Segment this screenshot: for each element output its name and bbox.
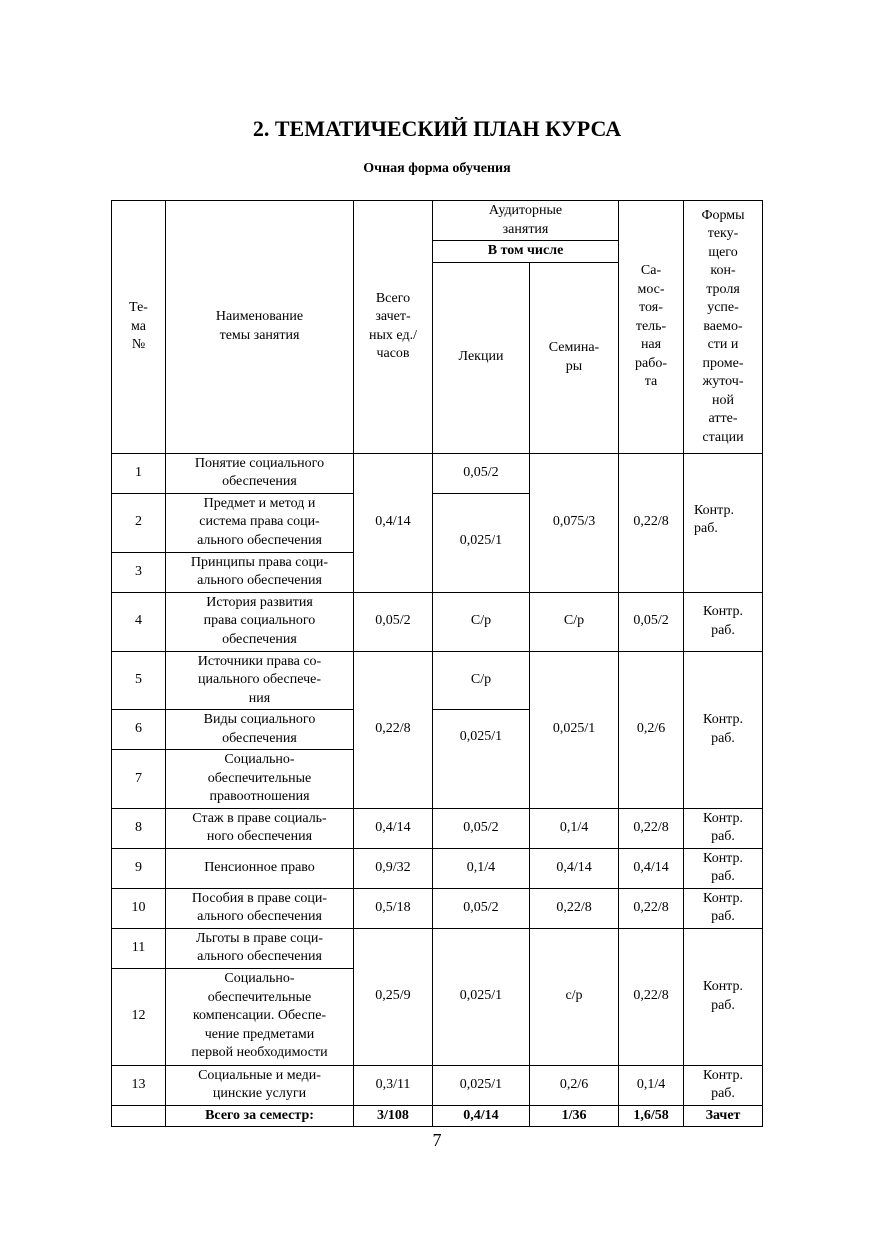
cell-samostoyatelnaya: 0,2/6 bbox=[619, 651, 684, 808]
topic-number: 2 bbox=[112, 493, 166, 552]
header-lekcii: Лекции bbox=[433, 262, 530, 453]
topic-name: Социально- обеспечительные компенсации. Обеспе- чение предметами первой необходимости bbox=[166, 968, 354, 1065]
cell-seminary: 0,025/1 bbox=[530, 651, 619, 808]
cell-forma: Контр. раб. bbox=[684, 848, 763, 888]
topic-number: 7 bbox=[112, 750, 166, 809]
total-vsego: 3/108 bbox=[354, 1105, 433, 1127]
header-seminary: Семина- ры bbox=[530, 262, 619, 453]
header-vsego: Всего зачет- ных ед./ часов bbox=[354, 201, 433, 454]
cell-forma: Контр. раб. bbox=[684, 808, 763, 848]
header-auditornye: Аудиторные занятия bbox=[433, 201, 619, 241]
cell-samostoyatelnaya: 0,22/8 bbox=[619, 453, 684, 592]
cell-seminary: 0,075/3 bbox=[530, 453, 619, 592]
page-subtitle: Очная форма обучения bbox=[363, 161, 511, 176]
topic-number: 11 bbox=[112, 928, 166, 968]
cell-vsego: 0,5/18 bbox=[354, 888, 433, 928]
topic-name: Принципы права соци- ального обеспечения bbox=[166, 552, 354, 592]
cell-lekcii: 0,025/1 bbox=[433, 493, 530, 592]
cell-lekcii: С/р bbox=[433, 592, 530, 651]
cell-lekcii: 0,025/1 bbox=[433, 710, 530, 809]
topic-number: 6 bbox=[112, 710, 166, 750]
topic-number: 13 bbox=[112, 1065, 166, 1105]
cell-seminary: с/р bbox=[530, 928, 619, 1065]
header-tema: Те- ма № bbox=[112, 201, 166, 454]
cell-vsego: 0,3/11 bbox=[354, 1065, 433, 1105]
topic-name: Предмет и метод и система права соци- ального обеспечения bbox=[166, 493, 354, 552]
topic-name: Источники права со- циального обеспече- ния bbox=[166, 651, 354, 710]
total-seminary: 1/36 bbox=[530, 1105, 619, 1127]
cell-vsego: 0,4/14 bbox=[354, 808, 433, 848]
cell-vsego: 0,22/8 bbox=[354, 651, 433, 808]
cell-lekcii: 0,025/1 bbox=[433, 928, 530, 1065]
cell-lekcii: 0,05/2 bbox=[433, 453, 530, 493]
cell-vsego: 0,4/14 bbox=[354, 453, 433, 592]
cell-seminary: 0,1/4 bbox=[530, 808, 619, 848]
topic-number: 1 bbox=[112, 453, 166, 493]
cell-seminary: 0,4/14 bbox=[530, 848, 619, 888]
topic-name: Социальные и меди- цинские услуги bbox=[166, 1065, 354, 1105]
header-naimenovanie: Наименование темы занятия bbox=[166, 201, 354, 454]
topic-number: 12 bbox=[112, 968, 166, 1065]
topic-number: 3 bbox=[112, 552, 166, 592]
cell-forma: Контр. раб. bbox=[684, 888, 763, 928]
header-samostoyatelnaya: Са- мос- тоя- тель- ная рабо- та bbox=[619, 201, 684, 454]
thematic-plan-table bbox=[111, 200, 763, 1127]
topic-number: 4 bbox=[112, 592, 166, 651]
cell-samostoyatelnaya: 0,4/14 bbox=[619, 848, 684, 888]
cell-samostoyatelnaya: 0,1/4 bbox=[619, 1065, 684, 1105]
cell-lekcii: 0,05/2 bbox=[433, 808, 530, 848]
cell-forma: Контр. раб. bbox=[684, 651, 763, 808]
topic-name: Пенсионное право bbox=[166, 848, 354, 888]
topic-number: 5 bbox=[112, 651, 166, 710]
topic-number: 9 bbox=[112, 848, 166, 888]
cell-samostoyatelnaya: 0,22/8 bbox=[619, 888, 684, 928]
cell-samostoyatelnaya: 0,05/2 bbox=[619, 592, 684, 651]
cell-lekcii: С/р bbox=[433, 651, 530, 710]
cell-lekcii: 0,05/2 bbox=[433, 888, 530, 928]
topic-name: История развития права социального обеспечения bbox=[166, 592, 354, 651]
cell-lekcii: 0,1/4 bbox=[433, 848, 530, 888]
cell-lekcii: 0,025/1 bbox=[433, 1065, 530, 1105]
topic-name: Виды социального обеспечения bbox=[166, 710, 354, 750]
cell-forma: Контр. раб. bbox=[684, 1065, 763, 1105]
cell-vsego: 0,9/32 bbox=[354, 848, 433, 888]
topic-name: Стаж в праве социаль- ного обеспечения bbox=[166, 808, 354, 848]
cell-seminary: С/р bbox=[530, 592, 619, 651]
topic-number: 10 bbox=[112, 888, 166, 928]
cell-forma: Контр. раб. bbox=[684, 592, 763, 651]
cell-seminary: 0,2/6 bbox=[530, 1065, 619, 1105]
cell-forma: Контр. раб. bbox=[684, 928, 763, 1065]
topic-number: 8 bbox=[112, 808, 166, 848]
cell-forma: Контр. раб. bbox=[684, 453, 763, 592]
cell-seminary: 0,22/8 bbox=[530, 888, 619, 928]
cell-vsego: 0,05/2 bbox=[354, 592, 433, 651]
cell-samostoyatelnaya: 0,22/8 bbox=[619, 808, 684, 848]
header-v-tom-chisle: В том числе bbox=[433, 241, 619, 263]
cell-vsego: 0,25/9 bbox=[354, 928, 433, 1065]
topic-name: Понятие социального обеспечения bbox=[166, 453, 354, 493]
page-number: 7 bbox=[432, 1130, 442, 1150]
total-lekcii: 0,4/14 bbox=[433, 1105, 530, 1127]
header-formy-kontrolya: Формы теку- щего кон- троля успе- ваемо- сти и проме- жуточ- ной атте- стации bbox=[684, 201, 763, 454]
topic-name: Льготы в праве соци- ального обеспечения bbox=[166, 928, 354, 968]
total-empty-cell bbox=[112, 1105, 166, 1127]
total-label: Всего за семестр: bbox=[166, 1105, 354, 1127]
topic-name: Пособия в праве соци- ального обеспечения bbox=[166, 888, 354, 928]
total-forma: Зачет bbox=[684, 1105, 763, 1127]
topic-name: Социально- обеспечительные правоотношения bbox=[166, 750, 354, 809]
page-title: 2. ТЕМАТИЧЕСКИЙ ПЛАН КУРСА bbox=[252, 116, 622, 141]
total-samostoyatelnaya: 1,6/58 bbox=[619, 1105, 684, 1127]
cell-samostoyatelnaya: 0,22/8 bbox=[619, 928, 684, 1065]
